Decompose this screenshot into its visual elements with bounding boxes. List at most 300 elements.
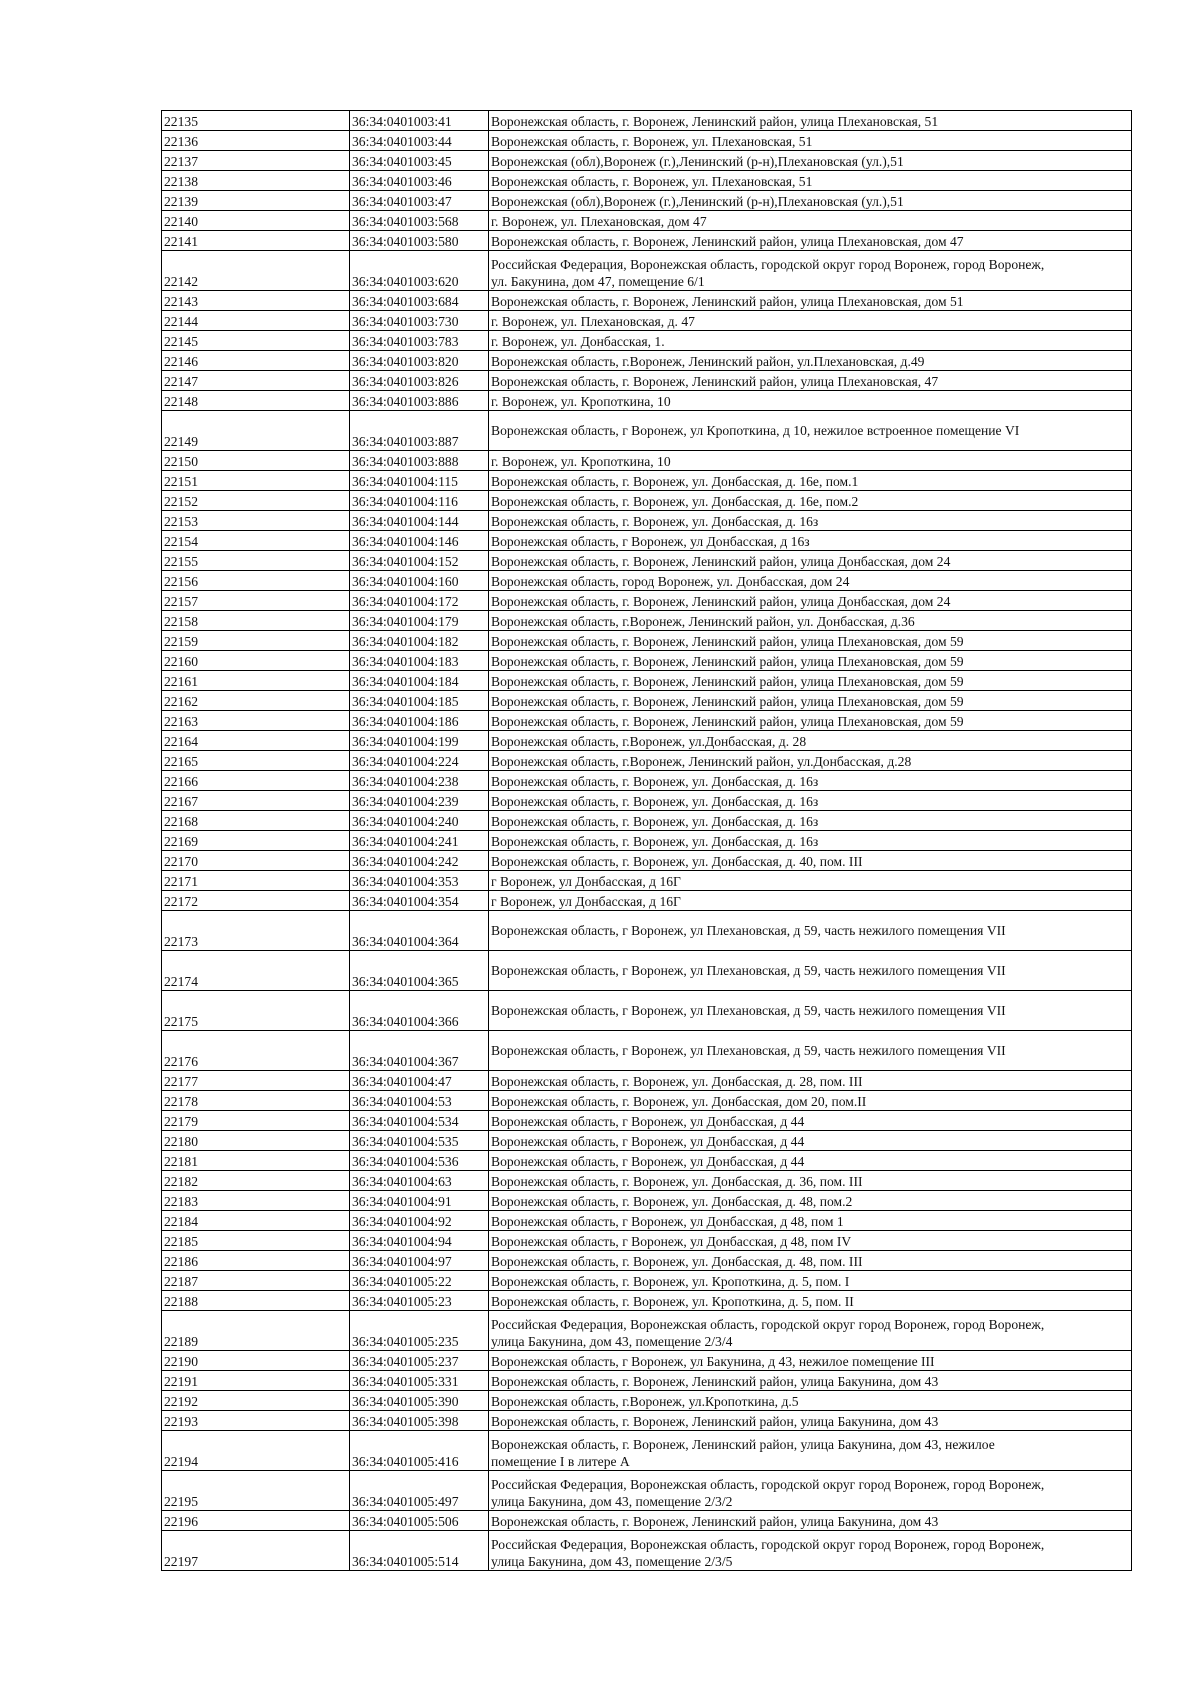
table-row — [162, 1351, 1132, 1371]
row-number-cell: 22138 — [162, 171, 350, 191]
row-number-cell: 22140 — [162, 211, 350, 231]
row-number-cell: 22187 — [162, 1271, 350, 1291]
row-number-cell: 22137 — [162, 151, 350, 171]
table-row — [162, 1111, 1132, 1131]
table-row — [162, 391, 1132, 411]
address-line: Воронежская область, г. Воронеж, Ленинский район, улица Плехановская, дом 47 — [491, 234, 964, 249]
cadastral-number-cell: 36:34:0401004:367 — [350, 1031, 489, 1071]
row-number-cell: 22144 — [162, 311, 350, 331]
cadastral-number-cell: 36:34:0401004:224 — [350, 751, 489, 771]
address-cell — [489, 1291, 1132, 1311]
address-cell — [489, 1271, 1132, 1291]
row-number-cell: 22184 — [162, 1211, 350, 1231]
address-cell — [489, 531, 1132, 551]
row-number-cell: 22193 — [162, 1411, 350, 1431]
cadastral-number-cell: 36:34:0401003:730 — [350, 311, 489, 331]
row-number-cell: 22174 — [162, 951, 350, 991]
table-row — [162, 731, 1132, 751]
address-cell — [489, 771, 1132, 791]
address-line: Воронежская область, г. Воронеж, ул. Донбасская, д. 40, пом. III — [491, 854, 863, 869]
address-cell — [489, 551, 1132, 571]
cadastral-number-cell: 36:34:0401004:92 — [350, 1211, 489, 1231]
row-number-cell: 22149 — [162, 411, 350, 451]
cadastral-number-cell: 36:34:0401004:152 — [350, 551, 489, 571]
table-row — [162, 151, 1132, 171]
address-cell — [489, 1191, 1132, 1211]
address-cell — [489, 491, 1132, 511]
table-row — [162, 411, 1132, 451]
address-cell — [489, 1171, 1132, 1191]
table-row — [162, 1511, 1132, 1531]
address-cell — [489, 1251, 1132, 1271]
address-line: Воронежская область, г Воронеж, ул Плехановская, д 59, часть нежилого помещения VII — [491, 963, 1006, 978]
cadastral-number-cell: 36:34:0401004:534 — [350, 1111, 489, 1131]
cadastral-number-cell: 36:34:0401003:46 — [350, 171, 489, 191]
row-number-cell: 22150 — [162, 451, 350, 471]
row-number-cell: 22194 — [162, 1431, 350, 1471]
address-cell — [489, 751, 1132, 771]
address-cell — [489, 1031, 1132, 1071]
address-cell — [489, 671, 1132, 691]
row-number-cell: 22175 — [162, 991, 350, 1031]
table-row — [162, 1391, 1132, 1411]
table-row — [162, 1251, 1132, 1271]
table-row — [162, 451, 1132, 471]
row-number-cell: 22146 — [162, 351, 350, 371]
row-number-cell: 22167 — [162, 791, 350, 811]
address-cell — [489, 371, 1132, 391]
address-line: Воронежская область, г. Воронеж, Ленинский район, улица Плехановская, 47 — [491, 374, 939, 389]
address-line: Воронежская область, г Воронеж, ул Донбасская, д 48, пом 1 — [491, 1214, 844, 1229]
table-row — [162, 1131, 1132, 1151]
address-cell — [489, 1471, 1132, 1511]
table-row — [162, 351, 1132, 371]
address-cell — [489, 1411, 1132, 1431]
table-row — [162, 491, 1132, 511]
address-cell — [489, 291, 1132, 311]
cadastral-number-cell: 36:34:0401003:826 — [350, 371, 489, 391]
table-row — [162, 831, 1132, 851]
table-row — [162, 371, 1132, 391]
address-line: г. Воронеж, ул. Кропоткина, 10 — [491, 394, 671, 409]
table-row — [162, 851, 1132, 871]
address-line: Воронежская область, г. Воронеж, Ленинский район, улица Плехановская, дом 59 — [491, 694, 964, 709]
address-line: Воронежская область, г. Воронеж, ул. Кропоткина, д. 5, пом. I — [491, 1274, 850, 1289]
cadastral-number-cell: 36:34:0401005:506 — [350, 1511, 489, 1531]
row-number-cell: 22141 — [162, 231, 350, 251]
table-row — [162, 891, 1132, 911]
cadastral-number-cell: 36:34:0401004:144 — [350, 511, 489, 531]
row-number-cell: 22147 — [162, 371, 350, 391]
cadastral-number-cell: 36:34:0401004:242 — [350, 851, 489, 871]
address-line: Воронежская область, г. Воронеж, ул. Донбасская, д. 48, пом.2 — [491, 1194, 853, 1209]
cadastral-number-cell: 36:34:0401005:23 — [350, 1291, 489, 1311]
row-number-cell: 22185 — [162, 1231, 350, 1251]
table-row — [162, 591, 1132, 611]
table-row — [162, 191, 1132, 211]
address-cell — [489, 151, 1132, 171]
cadastral-number-cell: 36:34:0401004:94 — [350, 1231, 489, 1251]
cadastral-number-cell: 36:34:0401004:53 — [350, 1091, 489, 1111]
table-row — [162, 131, 1132, 151]
address-line: Воронежская область, г. Воронеж, Ленинский район, улица Бакунина, дом 43 — [491, 1374, 939, 1389]
cadastral-number-cell: 36:34:0401004:536 — [350, 1151, 489, 1171]
address-line: Воронежская область, г.Воронеж, Ленинский район, ул.Донбасская, д.28 — [491, 754, 912, 769]
table-row — [162, 111, 1132, 131]
address-cell — [489, 351, 1132, 371]
row-number-cell: 22182 — [162, 1171, 350, 1191]
row-number-cell: 22179 — [162, 1111, 350, 1131]
row-number-cell: 22169 — [162, 831, 350, 851]
address-line: Воронежская область, г. Воронеж, ул. Донбасская, д. 16з — [491, 834, 819, 849]
address-line: Воронежская область, г.Воронеж, ул.Кропоткина, д.5 — [491, 1394, 799, 1409]
address-cell — [489, 651, 1132, 671]
address-line: Воронежская область, г. Воронеж, ул. Донбасская, дом 20, пом.II — [491, 1094, 867, 1109]
cadastral-number-cell: 36:34:0401004:146 — [350, 531, 489, 551]
address-line: Воронежская область, г. Воронеж, Ленинский район, улица Плехановская, 51 — [491, 114, 939, 129]
address-line: Воронежская область, г. Воронеж, ул. Плехановская, 51 — [491, 134, 813, 149]
address-cell — [489, 911, 1132, 951]
table-row — [162, 1531, 1132, 1571]
row-number-cell: 22186 — [162, 1251, 350, 1271]
address-line: г. Воронеж, ул. Плехановская, д. 47 — [491, 314, 695, 329]
row-number-cell: 22159 — [162, 631, 350, 651]
address-cell — [489, 1311, 1132, 1351]
address-line: г Воронеж, ул Донбасская, д 16Г — [491, 894, 681, 909]
address-cell — [489, 791, 1132, 811]
table-row — [162, 1291, 1132, 1311]
address-line: Воронежская (обл),Воронеж (г.),Ленинский (р-н),Плехановская (ул.),51 — [491, 194, 904, 209]
table-row — [162, 251, 1132, 291]
table-row — [162, 751, 1132, 771]
row-number-cell: 22158 — [162, 611, 350, 631]
table-row — [162, 871, 1132, 891]
row-number-cell: 22161 — [162, 671, 350, 691]
cadastral-number-cell: 36:34:0401004:116 — [350, 491, 489, 511]
address-cell — [489, 1351, 1132, 1371]
address-cell — [489, 631, 1132, 651]
table-row — [162, 651, 1132, 671]
address-line: Воронежская область, г Воронеж, ул Донбасская, д 44 — [491, 1154, 805, 1169]
cadastral-number-cell: 36:34:0401004:364 — [350, 911, 489, 951]
address-line: Воронежская область, г. Воронеж, ул. Донбасская, д. 36, пом. III — [491, 1174, 863, 1189]
cadastral-number-cell: 36:34:0401003:886 — [350, 391, 489, 411]
row-number-cell: 22157 — [162, 591, 350, 611]
address-cell — [489, 231, 1132, 251]
cadastral-number-cell: 36:34:0401005:514 — [350, 1531, 489, 1571]
table-row — [162, 951, 1132, 991]
row-number-cell: 22143 — [162, 291, 350, 311]
cadastral-number-cell: 36:34:0401003:45 — [350, 151, 489, 171]
table-row — [162, 691, 1132, 711]
address-line: Воронежская область, г.Воронеж, Ленинский район, ул.Плехановская, д.49 — [491, 354, 925, 369]
row-number-cell: 22172 — [162, 891, 350, 911]
cadastral-number-cell: 36:34:0401004:179 — [350, 611, 489, 631]
row-number-cell: 22189 — [162, 1311, 350, 1351]
cadastral-number-cell: 36:34:0401005:416 — [350, 1431, 489, 1471]
row-number-cell: 22191 — [162, 1371, 350, 1391]
cadastral-number-cell: 36:34:0401005:398 — [350, 1411, 489, 1431]
address-cell — [489, 1431, 1132, 1471]
address-cell — [489, 711, 1132, 731]
row-number-cell: 22181 — [162, 1151, 350, 1171]
cadastral-number-cell: 36:34:0401004:160 — [350, 571, 489, 591]
address-line: Воронежская область, г. Воронеж, ул. Донбасская, д. 16е, пом.1 — [491, 474, 859, 489]
table-row — [162, 1231, 1132, 1251]
row-number-cell: 22151 — [162, 471, 350, 491]
row-number-cell: 22165 — [162, 751, 350, 771]
address-cell — [489, 1111, 1132, 1131]
address-line: Воронежская область, г. Воронеж, Ленинский район, улица Донбасская, дом 24 — [491, 594, 951, 609]
address-line: ул. Бакунина, дом 47, помещение 6/1 — [491, 274, 705, 289]
cadastral-number-cell: 36:34:0401003:44 — [350, 131, 489, 151]
cadastral-number-cell: 36:34:0401004:182 — [350, 631, 489, 651]
address-cell — [489, 831, 1132, 851]
row-number-cell: 22180 — [162, 1131, 350, 1151]
address-line: улица Бакунина, дом 43, помещение 2/3/5 — [491, 1554, 733, 1569]
table-row — [162, 1211, 1132, 1231]
address-cell — [489, 571, 1132, 591]
cadastral-number-cell: 36:34:0401003:568 — [350, 211, 489, 231]
cadastral-number-cell: 36:34:0401004:199 — [350, 731, 489, 751]
cadastral-number-cell: 36:34:0401004:47 — [350, 1071, 489, 1091]
address-line: Воронежская область, г. Воронеж, ул. Донбасская, д. 48, пом. III — [491, 1254, 863, 1269]
table-row — [162, 1471, 1132, 1511]
table-row — [162, 1411, 1132, 1431]
address-line: Воронежская область, г Воронеж, ул Донбасская, д 44 — [491, 1134, 805, 1149]
row-number-cell: 22148 — [162, 391, 350, 411]
table-row — [162, 611, 1132, 631]
address-line: Воронежская область, г Воронеж, ул Донбасская, д 16з — [491, 534, 810, 549]
address-cell — [489, 391, 1132, 411]
cadastral-number-cell: 36:34:0401004:353 — [350, 871, 489, 891]
table-row — [162, 211, 1132, 231]
row-number-cell: 22197 — [162, 1531, 350, 1571]
table-row — [162, 1311, 1132, 1351]
table-row — [162, 911, 1132, 951]
table-row — [162, 1071, 1132, 1091]
address-line: Воронежская область, г. Воронеж, Ленинский район, улица Бакунина, дом 43 — [491, 1414, 939, 1429]
table-row — [162, 511, 1132, 531]
table-row — [162, 811, 1132, 831]
cadastral-number-cell: 36:34:0401004:91 — [350, 1191, 489, 1211]
address-cell — [489, 591, 1132, 611]
table-row — [162, 471, 1132, 491]
cadastral-number-cell: 36:34:0401005:331 — [350, 1371, 489, 1391]
row-number-cell: 22136 — [162, 131, 350, 151]
row-number-cell: 22135 — [162, 111, 350, 131]
address-cell — [489, 991, 1132, 1031]
row-number-cell: 22183 — [162, 1191, 350, 1211]
address-line: Российская Федерация, Воронежская область, городской округ город Воронеж, город Воронеж, — [491, 1317, 1045, 1332]
address-cell — [489, 171, 1132, 191]
table-row — [162, 791, 1132, 811]
address-line: г Воронеж, ул Донбасская, д 16Г — [491, 874, 681, 889]
address-cell — [489, 251, 1132, 291]
table-row — [162, 311, 1132, 331]
row-number-cell: 22162 — [162, 691, 350, 711]
address-line: Воронежская область, г. Воронеж, Ленинский район, улица Плехановская, дом 59 — [491, 634, 964, 649]
table-row — [162, 1371, 1132, 1391]
table-row — [162, 991, 1132, 1031]
address-line: Российская Федерация, Воронежская область, городской округ город Воронеж, город Воронеж, — [491, 1477, 1045, 1492]
address-line: Воронежская область, г. Воронеж, ул. Донбасская, д. 16з — [491, 514, 819, 529]
address-cell — [489, 1511, 1132, 1531]
table-row — [162, 1431, 1132, 1471]
registry-table — [161, 110, 1132, 1571]
cadastral-number-cell: 36:34:0401004:63 — [350, 1171, 489, 1191]
cadastral-number-cell: 36:34:0401004:97 — [350, 1251, 489, 1271]
address-line: улица Бакунина, дом 43, помещение 2/3/4 — [491, 1334, 733, 1349]
cadastral-number-cell: 36:34:0401003:47 — [350, 191, 489, 211]
address-line: Воронежская область, г. Воронеж, ул. Кропоткина, д. 5, пом. II — [491, 1294, 854, 1309]
row-number-cell: 22176 — [162, 1031, 350, 1071]
row-number-cell: 22196 — [162, 1511, 350, 1531]
address-cell — [489, 1071, 1132, 1091]
cadastral-number-cell: 36:34:0401003:783 — [350, 331, 489, 351]
cadastral-number-cell: 36:34:0401004:238 — [350, 771, 489, 791]
row-number-cell: 22163 — [162, 711, 350, 731]
row-number-cell: 22164 — [162, 731, 350, 751]
cadastral-number-cell: 36:34:0401005:390 — [350, 1391, 489, 1411]
row-number-cell: 22142 — [162, 251, 350, 291]
address-line: Воронежская область, г. Воронеж, ул. Донбасская, д. 16з — [491, 794, 819, 809]
row-number-cell: 22192 — [162, 1391, 350, 1411]
address-line: Воронежская область, г. Воронеж, Ленинский район, улица Плехановская, дом 59 — [491, 674, 964, 689]
address-cell — [489, 131, 1132, 151]
address-cell — [489, 891, 1132, 911]
address-cell — [489, 731, 1132, 751]
cadastral-number-cell: 36:34:0401004:183 — [350, 651, 489, 671]
row-number-cell: 22190 — [162, 1351, 350, 1371]
cadastral-number-cell: 36:34:0401003:620 — [350, 251, 489, 291]
address-line: Воронежская область, г. Воронеж, ул. Донбасская, д. 16е, пом.2 — [491, 494, 859, 509]
table-row — [162, 171, 1132, 191]
address-line: Воронежская область, г. Воронеж, Ленинский район, улица Бакунина, дом 43, нежилое — [491, 1437, 995, 1452]
address-cell — [489, 1391, 1132, 1411]
cadastral-number-cell: 36:34:0401005:22 — [350, 1271, 489, 1291]
address-line: Воронежская область, г. Воронеж, Ленинский район, улица Плехановская, дом 59 — [491, 654, 964, 669]
cadastral-number-cell: 36:34:0401004:172 — [350, 591, 489, 611]
row-number-cell: 22188 — [162, 1291, 350, 1311]
cadastral-number-cell: 36:34:0401003:820 — [350, 351, 489, 371]
cadastral-number-cell: 36:34:0401004:241 — [350, 831, 489, 851]
table-row — [162, 1171, 1132, 1191]
cadastral-number-cell: 36:34:0401003:41 — [350, 111, 489, 131]
cadastral-number-cell: 36:34:0401004:365 — [350, 951, 489, 991]
cadastral-number-cell: 36:34:0401004:240 — [350, 811, 489, 831]
cadastral-number-cell: 36:34:0401005:237 — [350, 1351, 489, 1371]
cadastral-number-cell: 36:34:0401004:354 — [350, 891, 489, 911]
cadastral-number-cell: 36:34:0401004:184 — [350, 671, 489, 691]
cadastral-number-cell: 36:34:0401004:186 — [350, 711, 489, 731]
address-cell — [489, 1211, 1132, 1231]
address-cell — [489, 851, 1132, 871]
address-line: г. Воронеж, ул. Плехановская, дом 47 — [491, 214, 707, 229]
address-line: Воронежская область, г. Воронеж, Ленинский район, улица Плехановская, дом 51 — [491, 294, 964, 309]
cadastral-number-cell: 36:34:0401005:497 — [350, 1471, 489, 1511]
row-number-cell: 22171 — [162, 871, 350, 891]
cadastral-number-cell: 36:34:0401004:366 — [350, 991, 489, 1031]
address-line: Российская Федерация, Воронежская область, городской округ город Воронеж, город Воронеж, — [491, 1537, 1045, 1552]
address-cell — [489, 1531, 1132, 1571]
cadastral-number-cell: 36:34:0401003:887 — [350, 411, 489, 451]
cadastral-number-cell: 36:34:0401005:235 — [350, 1311, 489, 1351]
address-line: Воронежская область, город Воронеж, ул. Донбасская, дом 24 — [491, 574, 850, 589]
address-cell — [489, 211, 1132, 231]
table-row — [162, 331, 1132, 351]
address-line: Воронежская область, г Воронеж, ул Донбасская, д 48, пом IV — [491, 1234, 852, 1249]
row-number-cell: 22168 — [162, 811, 350, 831]
address-cell — [489, 111, 1132, 131]
address-line: Воронежская область, г. Воронеж, ул. Донбасская, д. 28, пом. III — [491, 1074, 863, 1089]
address-line: Воронежская область, г. Воронеж, ул. Донбасская, д. 16з — [491, 774, 819, 789]
address-line: Воронежская область, г. Воронеж, ул. Плехановская, 51 — [491, 174, 813, 189]
row-number-cell: 22173 — [162, 911, 350, 951]
cadastral-number-cell: 36:34:0401004:535 — [350, 1131, 489, 1151]
table-row — [162, 1151, 1132, 1171]
address-cell — [489, 1371, 1132, 1391]
cadastral-number-cell: 36:34:0401003:684 — [350, 291, 489, 311]
address-cell — [489, 451, 1132, 471]
address-line: Воронежская область, г. Воронеж, Ленинский район, улица Донбасская, дом 24 — [491, 554, 951, 569]
row-number-cell: 22145 — [162, 331, 350, 351]
address-line: Российская Федерация, Воронежская область, городской округ город Воронеж, город Воронеж, — [491, 257, 1045, 272]
table-row — [162, 231, 1132, 251]
address-line: улица Бакунина, дом 43, помещение 2/3/2 — [491, 1494, 733, 1509]
address-line: Воронежская область, г Воронеж, ул Бакунина, д 43, нежилое помещение III — [491, 1354, 935, 1369]
address-cell — [489, 471, 1132, 491]
address-line: Воронежская область, г Воронеж, ул Плехановская, д 59, часть нежилого помещения VII — [491, 1043, 1006, 1058]
address-cell — [489, 331, 1132, 351]
address-cell — [489, 191, 1132, 211]
address-cell — [489, 951, 1132, 991]
table-row — [162, 531, 1132, 551]
address-line: Воронежская область, г. Воронеж, Ленинский район, улица Плехановская, дом 59 — [491, 714, 964, 729]
address-cell — [489, 511, 1132, 531]
row-number-cell: 22195 — [162, 1471, 350, 1511]
table-row — [162, 631, 1132, 651]
cadastral-number-cell: 36:34:0401004:239 — [350, 791, 489, 811]
table-row — [162, 1091, 1132, 1111]
cadastral-number-cell: 36:34:0401004:185 — [350, 691, 489, 711]
address-line: Воронежская область, г Воронеж, ул Плехановская, д 59, часть нежилого помещения VII — [491, 923, 1006, 938]
cadastral-number-cell: 36:34:0401004:115 — [350, 471, 489, 491]
table-row — [162, 711, 1132, 731]
address-cell — [489, 1151, 1132, 1171]
address-line: Воронежская область, г. Воронеж, Ленинский район, улица Бакунина, дом 43 — [491, 1514, 939, 1529]
table-row — [162, 671, 1132, 691]
address-line: г. Воронеж, ул. Донбасская, 1. — [491, 334, 665, 349]
row-number-cell: 22178 — [162, 1091, 350, 1111]
address-cell — [489, 311, 1132, 331]
address-cell — [489, 611, 1132, 631]
address-cell — [489, 411, 1132, 451]
row-number-cell: 22153 — [162, 511, 350, 531]
address-line: помещение I в литере А — [491, 1454, 630, 1469]
cadastral-number-cell: 36:34:0401003:888 — [350, 451, 489, 471]
row-number-cell: 22152 — [162, 491, 350, 511]
address-line: Воронежская (обл),Воронеж (г.),Ленинский (р-н),Плехановская (ул.),51 — [491, 154, 904, 169]
row-number-cell: 22139 — [162, 191, 350, 211]
table-row — [162, 291, 1132, 311]
row-number-cell: 22160 — [162, 651, 350, 671]
address-line: Воронежская область, г Воронеж, ул Кропоткина, д 10, нежилое встроенное помещение VI — [491, 423, 1020, 438]
cadastral-number-cell: 36:34:0401003:580 — [350, 231, 489, 251]
table-row — [162, 1271, 1132, 1291]
row-number-cell: 22156 — [162, 571, 350, 591]
address-line: Воронежская область, г.Воронеж, Ленинский район, ул. Донбасская, д.36 — [491, 614, 915, 629]
